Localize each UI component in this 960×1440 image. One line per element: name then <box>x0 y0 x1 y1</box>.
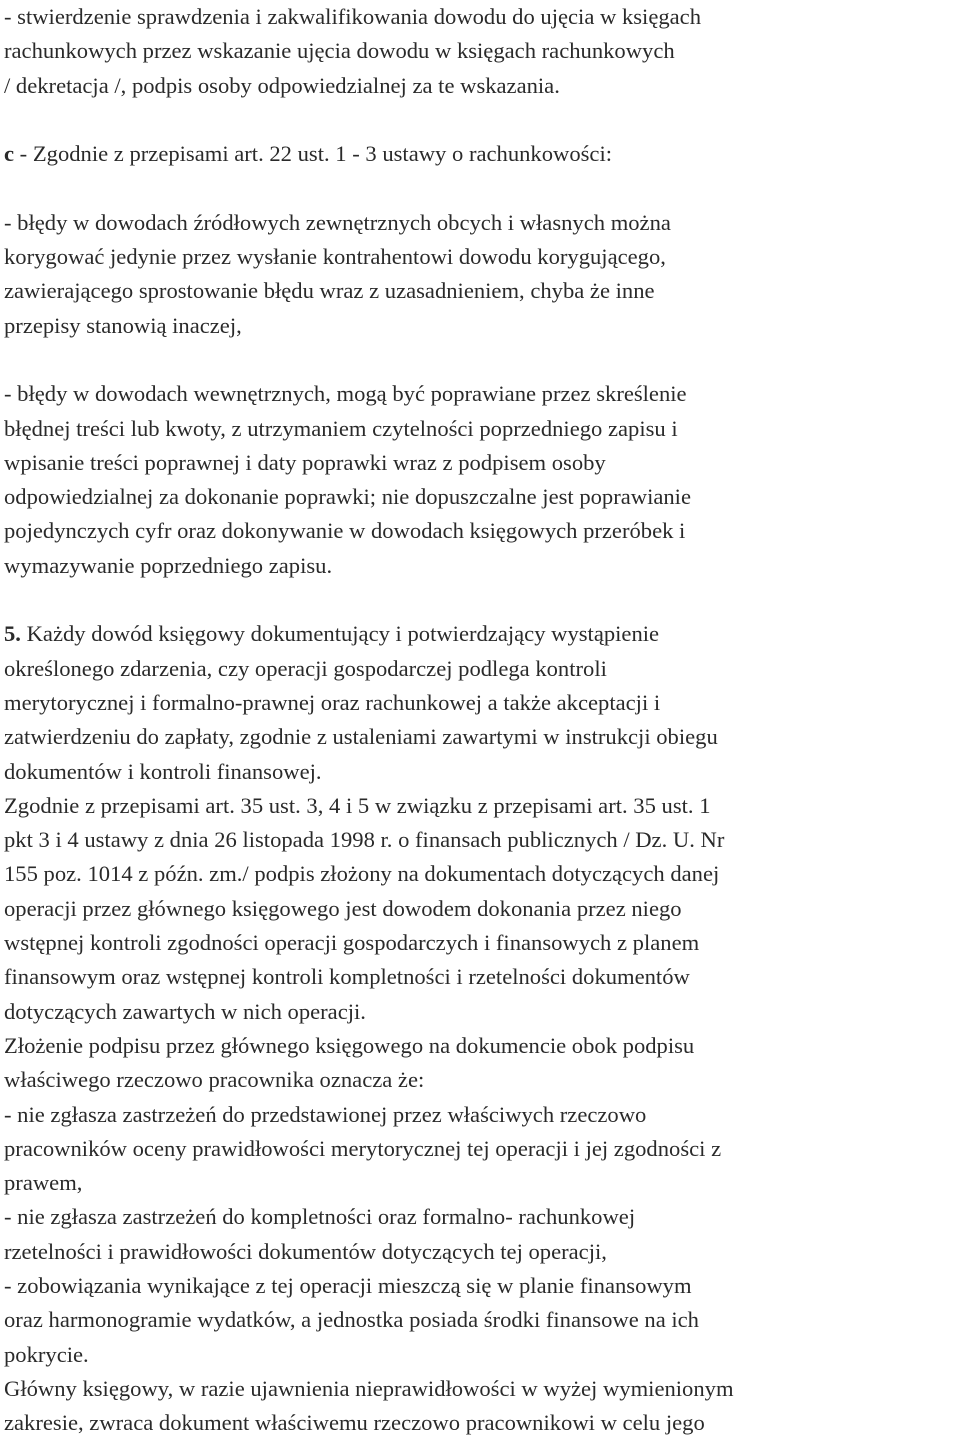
text-line: rzetelności i prawidłowości dokumentów dotyczących tej operacji, <box>4 1238 607 1264</box>
paragraph-spacer <box>4 103 956 137</box>
text-line: finansowym oraz wstępnej kontroli kompletności i rzetelności dokumentów <box>4 964 690 990</box>
text-line: - zobowiązania wynikające z tej operacji mieszczą się w planie finansowym <box>4 1272 692 1298</box>
point-c-text: - Zgodnie z przepisami art. 22 ust. 1 - 3 ustawy o rachunkowości: <box>14 141 612 167</box>
paragraph-spacer <box>4 171 956 205</box>
text-line: korygować jedynie przez wysłanie kontrahentowi dowodu korygującego, <box>4 244 666 270</box>
internal-errors-paragraph <box>4 377 956 583</box>
text-line: - nie zgłasza zastrzeżeń do przedstawionej przez właściwych rzeczowo <box>4 1101 647 1127</box>
point-5-marker: 5. <box>4 621 21 647</box>
point-5-first-line: Każdy dowód księgowy dokumentujący i potwierdzający wystąpienie <box>20 621 660 647</box>
text-line: Zgodnie z przepisami art. 35 ust. 3, 4 i 5 w związku z przepisami art. 35 ust. 1 <box>4 792 711 818</box>
text-line: zawierającego sprostowanie błędu wraz z uzasadnieniem, chyba że inne <box>4 278 655 304</box>
text-line: wstępnej kontroli zgodności operacji gospodarczych i finansowych z planem <box>4 930 700 956</box>
text-line: dokumentów i kontroli finansowej. <box>4 758 322 784</box>
text-line: zatwierdzeniu do zapłaty, zgodnie z ustaleniami zawartymi w instrukcji obiegu <box>4 724 718 750</box>
text-line: zakresie, zwraca dokument właściwemu rzeczowo pracownikowi w celu jego <box>4 1410 705 1436</box>
document-page <box>4 0 956 1440</box>
text-line: pokrycie. <box>4 1341 89 1367</box>
text-line: rachunkowych przez wskazanie ujęcia dowodu w księgach rachunkowych <box>4 38 675 64</box>
text-line: - stwierdzenie sprawdzenia i zakwalifikowania dowodu do ujęcia w księgach <box>4 4 702 29</box>
text-line: / dekretacja /, podpis osoby odpowiedzialnej za te wskazania. <box>4 72 560 98</box>
point-c-heading <box>4 137 956 171</box>
text-line: prawem, <box>4 1170 83 1196</box>
text-line: przepisy stanowią inaczej, <box>4 312 242 338</box>
external-errors-paragraph <box>4 206 956 343</box>
text-line: pracowników oceny prawidłowości merytorycznej tej operacji i jej zgodności z <box>4 1135 722 1161</box>
text-line: Główny księgowy, w razie ujawnienia nieprawidłowości w wyżej wymienionym <box>4 1375 734 1401</box>
text-line: właściwego rzeczowo pracownika oznacza że: <box>4 1067 425 1093</box>
text-line: oraz harmonogramie wydatków, a jednostka posiada środki finansowe na ich <box>4 1307 699 1333</box>
intro-paragraph <box>4 0 956 103</box>
text-line: wymazywanie poprzedniego zapisu. <box>4 552 333 578</box>
point-5-heading <box>4 617 956 651</box>
text-line: odpowiedzialnej za dokonanie poprawki; nie dopuszczalne jest poprawianie <box>4 484 691 510</box>
text-line: - nie zgłasza zastrzeżeń do kompletności oraz formalno- rachunkowej <box>4 1204 636 1230</box>
text-line: błędnej treści lub kwoty, z utrzymaniem czytelności poprzedniego zapisu i <box>4 415 678 441</box>
text-line: pkt 3 i 4 ustawy z dnia 26 listopada 1998 r. o finansach publicznych / Dz. U. Nr <box>4 827 725 853</box>
text-line: - błędy w dowodach źródłowych zewnętrznych obcych i własnych można <box>4 209 671 235</box>
text-line: dotyczących zawartych w nich operacji. <box>4 998 366 1024</box>
text-line: 155 poz. 1014 z późn. zm./ podpis złożony na dokumentach dotyczących danej <box>4 861 720 887</box>
point-5-section <box>4 617 956 1440</box>
paragraph-spacer <box>4 583 956 617</box>
text-line: Złożenie podpisu przez głównego księgowego na dokumencie obok podpisu <box>4 1032 695 1058</box>
point-c-marker: c <box>4 141 15 167</box>
text-line: merytorycznej i formalno-prawnej oraz rachunkowej a także akceptacji i <box>4 689 661 715</box>
text-line: - błędy w dowodach wewnętrznych, mogą być poprawiane przez skreślenie <box>4 381 687 407</box>
text-line: pojedynczych cyfr oraz dokonywanie w dowodach księgowych przeróbek i <box>4 518 686 544</box>
paragraph-spacer <box>4 343 956 377</box>
text-line: określonego zdarzenia, czy operacji gospodarczej podlega kontroli <box>4 655 607 681</box>
text-line: wpisanie treści poprawnej i daty poprawki wraz z podpisem osoby <box>4 449 606 475</box>
text-line: operacji przez głównego księgowego jest dowodem dokonania przez niego <box>4 895 682 921</box>
